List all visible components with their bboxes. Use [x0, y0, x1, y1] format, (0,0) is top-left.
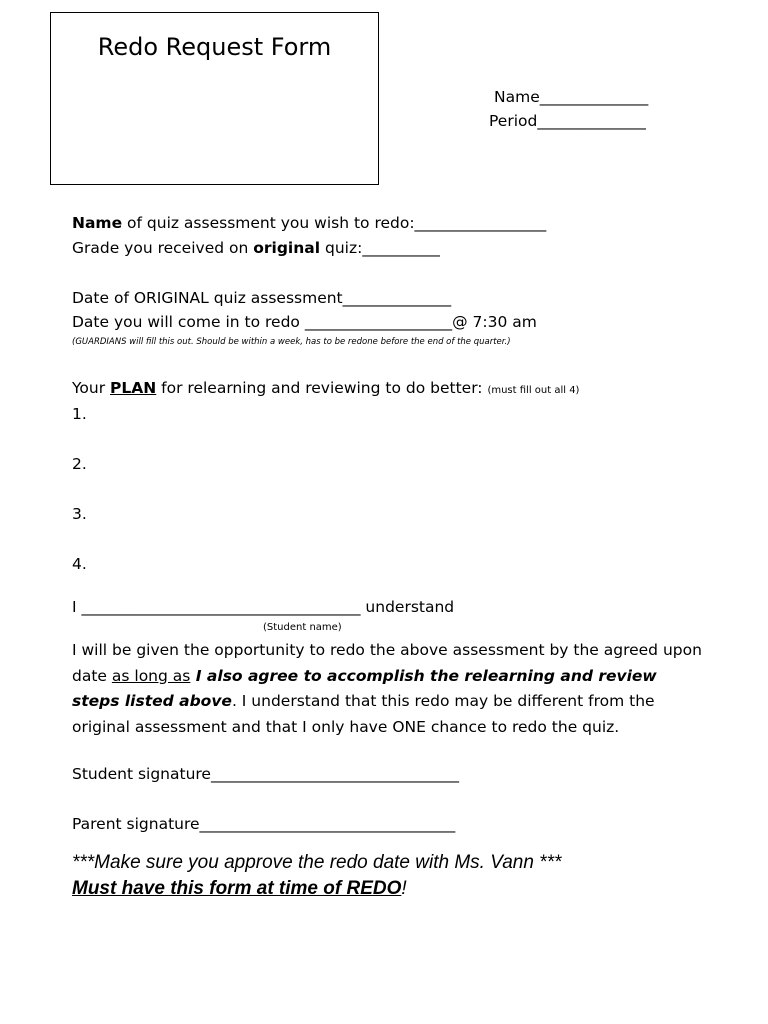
plan-item-1[interactable]: 1. [72, 405, 87, 423]
must-have-text: Must have this form at time of REDO [72, 878, 402, 899]
quiz-name-line[interactable] [72, 214, 546, 232]
grade-line[interactable] [72, 239, 440, 257]
form-title: Redo Request Form [97, 33, 332, 61]
guardian-note: (GUARDIANS will fill this out. Should be within a week, has to be redone before the end of the quarter.) [72, 337, 511, 347]
plan-item-2[interactable]: 2. [72, 455, 87, 473]
agreement-bold: I also agree to accomplish the relearning and review steps listed above [72, 666, 657, 710]
original-date-line[interactable]: Date of ORIGINAL quiz assessment______________ [72, 289, 452, 307]
student-name-understand-line[interactable]: I ____________________________________ understand [72, 598, 455, 616]
grade-pre: Grade you received on [72, 239, 254, 257]
plan-item-3[interactable]: 3. [72, 505, 87, 523]
student-name-caption: (Student name) [263, 622, 342, 633]
student-name-field[interactable]: Name______________ [494, 88, 649, 106]
grade-bold: original [253, 239, 321, 257]
quiz-name-label: Name [72, 214, 123, 232]
plan-item-4[interactable]: 4. [72, 555, 87, 573]
agreement-p1: I will be given the opportunity to redo the above assessment by the agreed upon date [72, 641, 702, 685]
period-field[interactable]: Period______________ [489, 112, 646, 130]
parent-signature-line[interactable]: Parent signature_________________________________ [72, 815, 456, 833]
plan-heading [72, 379, 579, 397]
grade-post: quiz:__________ [320, 239, 440, 257]
redo-date-line[interactable]: Date you will come in to redo ___________________@ 7:30 am [72, 313, 537, 331]
quiz-name-rest: of quiz assessment you wish to redo:_________________ [122, 214, 547, 232]
plan-word: PLAN [110, 379, 157, 397]
plan-pre: Your [72, 379, 111, 397]
must-have-note [72, 878, 407, 900]
agreement-p3: . I understand that this redo may be different from the original assessment and that I only have ONE chance to redo the quiz. [72, 692, 655, 736]
agreement-paragraph [72, 638, 702, 740]
title-box [50, 12, 379, 185]
student-signature-line[interactable]: Student signature________________________________ [72, 765, 459, 783]
approve-note: ***Make sure you approve the redo date with Ms. Vann *** [72, 852, 562, 873]
must-have-exclaim: ! [401, 878, 407, 899]
plan-note: (must fill out all 4) [487, 385, 580, 396]
plan-post: for relearning and reviewing to do better: [156, 379, 488, 397]
agreement-as-long-as: as long as [111, 666, 191, 685]
